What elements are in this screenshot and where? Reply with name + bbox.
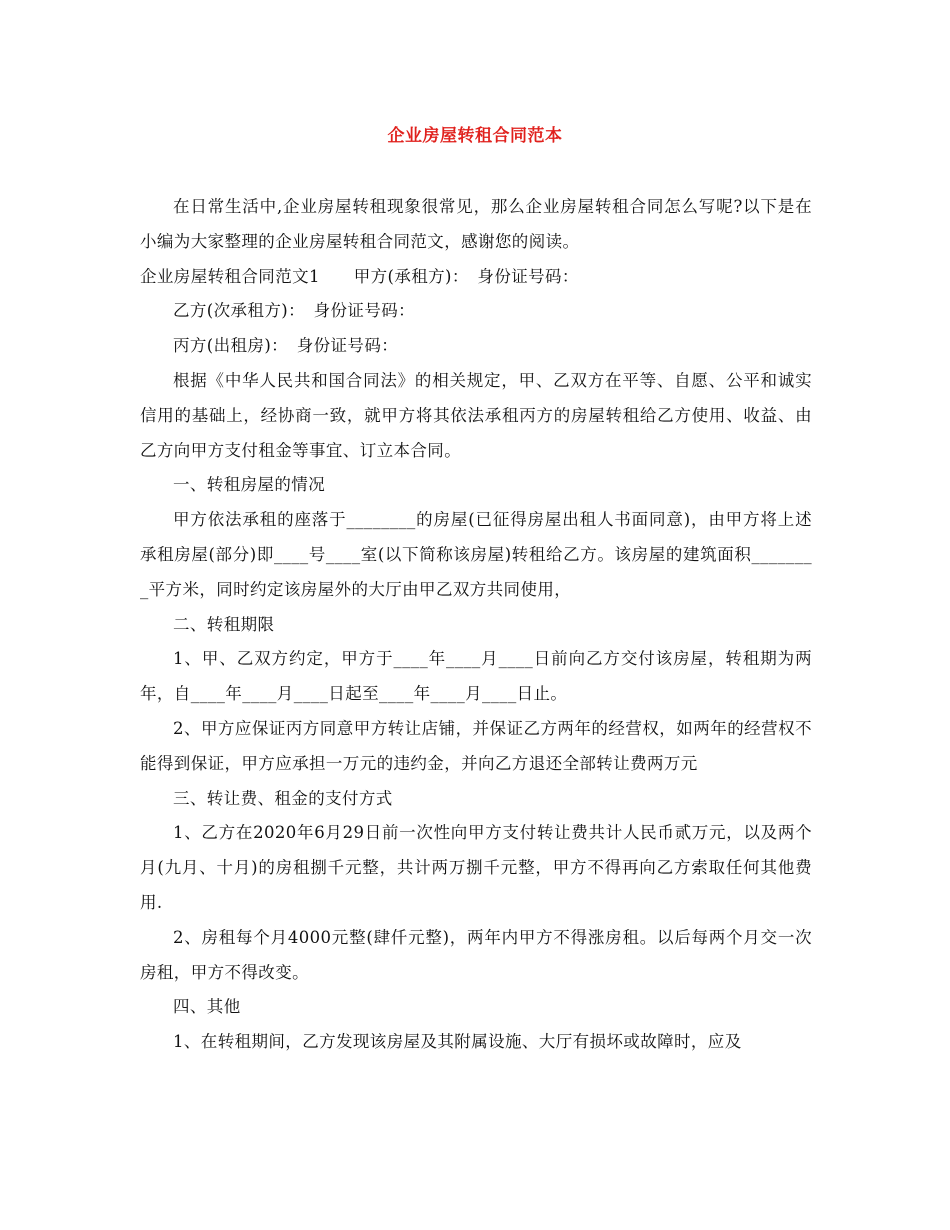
paragraph-intro: 在日常生活中,企业房屋转租现象很常见，那么企业房屋转租合同怎么写呢?以下是在小编为大家整理的企业房屋转租合同范文，感谢您的阅读。 <box>140 197 812 251</box>
section-heading-1: 一、转租房屋的情况 <box>173 475 326 495</box>
paragraph-term-1: 1、甲、乙双方约定，甲方于____年____月____日前向乙方交付该房屋，转租期为两年，自____年____月____日起至____年____月____日止。 <box>140 649 812 704</box>
paragraph-other-1: 1、在转租期间，乙方发现该房屋及其附属设施、大厅有损坏或故障时，应及 <box>173 1032 742 1052</box>
section-heading-4: 四、其他 <box>173 997 241 1017</box>
paragraph-preamble: 根据《中华人民共和国合同法》的相关规定，甲、乙双方在平等、自愿、公平和诚实信用的基础上，经协商一致，就甲方将其依法承租丙方的房屋转租给乙方使用、收益、由乙方向甲方支付租金等事宜、订立本合同。 <box>140 370 812 460</box>
paragraph-party-b: 乙方(次承租方)： 身份证号码： <box>173 301 416 321</box>
document-title: 企业房屋转租合同范本 <box>387 126 563 146</box>
paragraph-party-c: 丙方(出租房)： 身份证号码： <box>173 336 399 356</box>
paragraph-term-2: 2、甲方应保证丙方同意甲方转让店铺，并保证乙方两年的经营权，如两年的经营权不能得到保证，甲方应承担一万元的违约金，并向乙方退还全部转让费两万元 <box>140 718 812 773</box>
document-body <box>140 190 812 1060</box>
paragraph-premises: 甲方依法承租的座落于________的房屋(已征得房屋出租人书面同意)，由甲方将上述承租房屋(部分)即____号____室(以下简称该房屋)转租给乙方。该房屋的建筑面积________平方米，同时约定该房屋外的大厅由甲乙双方共同使用， <box>140 510 812 599</box>
paragraph-payment-1: 1、乙方在2020年6月29日前一次性向甲方支付转让费共计人民币贰万元，以及两个月(九月、十月)的房租捌千元整，共计两万捌千元整，甲方不得再向乙方索取任何其他费用. <box>140 823 812 912</box>
paragraph-payment-2: 2、房租每个月4000元整(肆仟元整)，两年内甲方不得涨房租。以后每两个月交一次房租，甲方不得改变。 <box>140 927 812 982</box>
section-heading-2: 二、转租期限 <box>173 614 275 634</box>
paragraph-party-a: 企业房屋转租合同范文1 甲方(承租方)： 身份证号码： <box>140 266 579 286</box>
section-heading-3: 三、转让费、租金的支付方式 <box>173 788 393 808</box>
